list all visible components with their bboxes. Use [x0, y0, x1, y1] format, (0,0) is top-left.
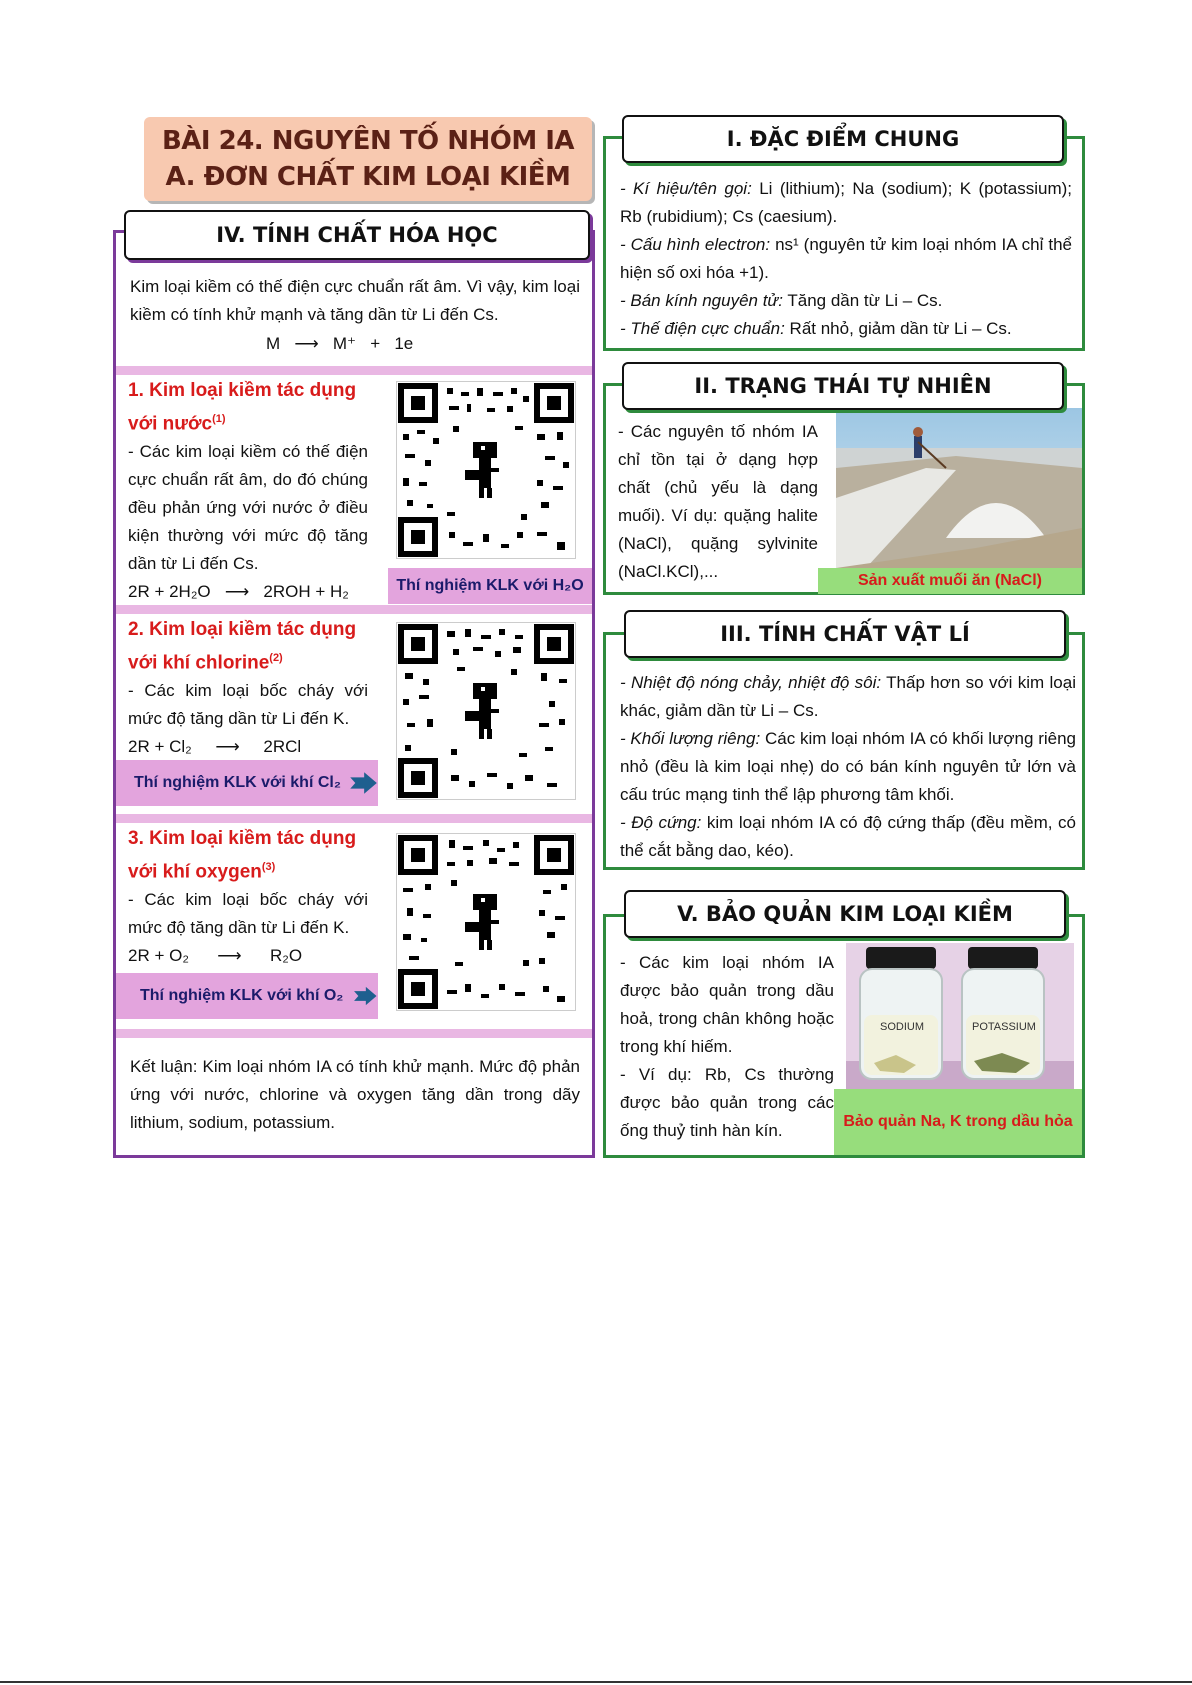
conclusion-text: Kết luận: Kim loại nhóm IA có tính khử mạnh. Mức độ phản ứng với nước, chlorine và oxygen tăng dần trong dãy lithium, sodium, potassium.: [130, 1057, 580, 1132]
caption-band-chlorine: [116, 760, 378, 806]
section1-heading: I. ĐẶC ĐIỂM CHUNG: [622, 115, 1064, 163]
section2-text: - Các nguyên tố nhóm IA chỉ tồn tại ở dạng hợp chất (chủ yếu là dạng muối). Ví dụ: quặng halite (NaCl), quặng sylvinite (NaCl.KCl),...: [618, 422, 818, 581]
subsection-oxygen: [116, 823, 592, 1023]
subsection-water: [116, 375, 592, 615]
dino-icon: [465, 683, 499, 739]
salt-caption: Sản xuất muối ăn (NaCl): [857, 572, 1043, 589]
section4-intro: Kim loại kiềm có thế điện cực chuẩn rất âm. Vì vậy, kim loại kiềm có tính khử mạnh và tăng dần từ Li đến Cs.: [130, 277, 580, 324]
section-natural-state: [603, 383, 1085, 595]
section-storage: [603, 914, 1085, 1158]
qr-code-icon[interactable]: [396, 833, 576, 1011]
water-text: - Các kim loại kiềm có thế điện cực chuẩn rất âm, do đó chúng đều phản ứng với nước ở điều kiện thường với mức độ tăng dần từ Li đến Cs.: [128, 442, 368, 574]
title-line-2: A. ĐƠN CHẤT KIM LOẠI KIỀM: [165, 162, 571, 192]
chlorine-equation: 2R + Cl₂ ⟶ 2RCl: [128, 737, 302, 757]
jar-label-sodium: SODIUM: [880, 1021, 924, 1033]
jar-label-potassium: POTASSIUM: [972, 1021, 1036, 1033]
section4-heading: IV. TÍNH CHẤT HÓA HỌC: [124, 210, 590, 260]
divider: [116, 366, 592, 375]
caption-band-water: [388, 568, 592, 604]
divider: [116, 605, 592, 614]
water-heading: 1. Kim loại kiềm tác dụng với nước$^{(1)}$: [128, 380, 357, 435]
oxygen-text: - Các kim loại bốc cháy với mức độ tăng dần từ Li đến K.: [128, 890, 368, 938]
title-line-1: BÀI 24. NGUYÊN TỐ NHÓM IA: [161, 126, 575, 156]
section3-heading: III. TÍNH CHẤT VẬT LÍ: [624, 610, 1066, 658]
qr-code-icon: [397, 382, 575, 558]
section-chemical-properties: [113, 230, 595, 1158]
caption-band-salt: [818, 568, 1082, 594]
section5-text: - Các kim loại nhóm IA được bảo quản trong dầu hoả, trong chân không hoặc trong khí hiếm. - Ví dụ: Rb, Cs thường được bảo quản trong các ống thuỷ tinh hàn kín.: [620, 953, 834, 1140]
section4-equation: M ⟶ M⁺ + 1e: [266, 334, 414, 353]
caption-band-oxygen: [116, 973, 378, 1019]
chlorine-text: - Các kim loại bốc cháy với mức độ tăng dần từ Li đến K.: [128, 681, 368, 729]
page-title-box: [144, 117, 592, 201]
qr-code-icon[interactable]: [396, 622, 576, 800]
water-equation: 2R + 2H₂O ⟶ 2ROH + H₂: [128, 582, 349, 602]
divider: [116, 814, 592, 823]
oxygen-equation: 2R + O₂ ⟶ R₂O: [128, 946, 303, 966]
chlorine-heading: 2. Kim loại kiềm tác dụng với khí chlorine$^{(2)}$: [128, 619, 357, 674]
qr-code-icon[interactable]: [396, 381, 576, 559]
oxygen-caption: Thí nghiệm KLK với khí O₂: [140, 987, 344, 1004]
section2-heading: II. TRẠNG THÁI TỰ NHIÊN: [622, 362, 1064, 410]
dino-icon: [465, 442, 499, 498]
section5-heading: V. BẢO QUẢN KIM LOẠI KIỀM: [624, 890, 1066, 938]
arrow-right-icon: [349, 766, 378, 800]
salt-field-photo: [836, 408, 1082, 568]
divider: [116, 1029, 592, 1038]
section-physical-properties: [603, 632, 1085, 870]
section1-body: - Kí hiệu/tên gọi: Li (lithium); Na (sodium); K (potassium); Rb (rubidium); Cs (caesium). - Cấu hình electron: ns¹ (nguyên tử kim loại nhóm IA chỉ thể hiện số oxi hóa +1). - Bán kính nguyên tử: Tăng dần từ Li – Cs. - Thế điện cực chuẩn: Rất nhỏ, giảm dần từ Li – Cs.: [620, 179, 1073, 338]
oxygen-heading: 3. Kim loại kiềm tác dụng với khí oxygen$^{(3)}$: [128, 828, 357, 883]
chlorine-caption: Thí nghiệm KLK với khí Cl₂: [134, 774, 341, 791]
section3-body: - Nhiệt độ nóng chảy, nhiệt độ sôi: Thấp hơn so với kim loại khác, giảm dần từ Li – Cs. - Khối lượng riêng: Các kim loại nhóm IA có khối lượng riêng nhỏ (đều là kim loại nhẹ) do có bán kính nguyên tử lớn và cấu trúc mạng tinh thể lập phương tâm khối. - Độ cứng: kim loại nhóm IA có độ cứng thấp (đều mềm, có thể cắt bằng dao, kéo).: [620, 673, 1076, 860]
caption-band-storage: [834, 1089, 1082, 1155]
section-general-features: [603, 136, 1085, 351]
water-caption: Thí nghiệm KLK với H₂O: [396, 577, 584, 594]
storage-caption: Bảo quản Na, K trong dầu hỏa: [843, 1113, 1073, 1130]
dino-icon: [465, 894, 499, 950]
subsection-chlorine: [116, 614, 592, 814]
footer-line: [0, 1681, 1192, 1683]
jars-photo: [846, 943, 1074, 1089]
arrow-right-icon: [353, 979, 378, 1013]
